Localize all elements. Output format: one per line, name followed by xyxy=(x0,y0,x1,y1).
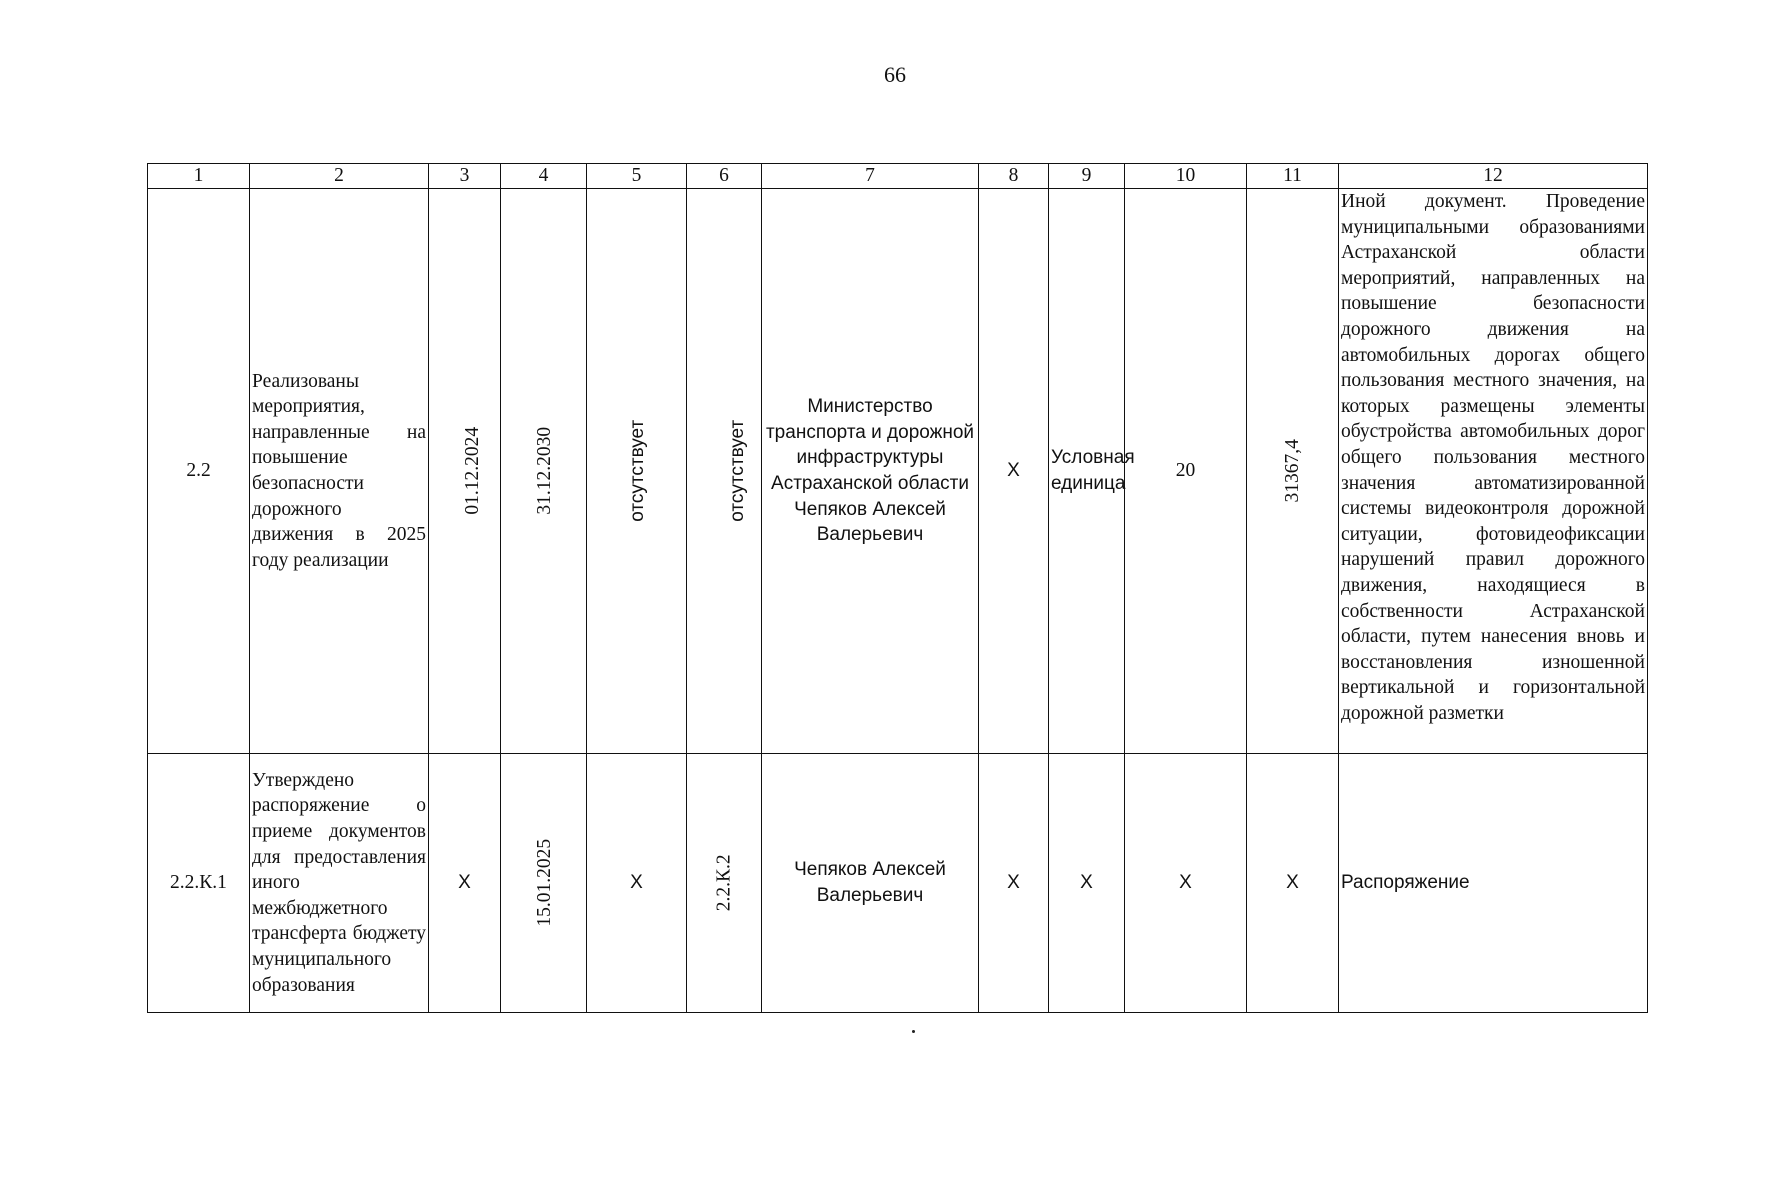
column-number: 9 xyxy=(1049,164,1125,189)
start-date: 01.12.2024 xyxy=(462,427,484,515)
result-description-cell: Реализованы мероприятия, направленные на повышение безопасности дорожного движения в 2025 году реализации xyxy=(250,189,429,754)
document-description-cell: Распоряжение xyxy=(1339,754,1648,1013)
col6-value: отсутствует xyxy=(727,420,749,522)
column-number: 1 xyxy=(148,164,250,189)
table-header-row xyxy=(148,164,1648,189)
column-number: 8 xyxy=(979,164,1049,189)
col8-cell: X xyxy=(979,189,1049,754)
row-number-cell: 2.2 xyxy=(148,189,250,754)
column-number: 6 xyxy=(687,164,762,189)
col11-cell: X xyxy=(1247,754,1339,1013)
column-number: 7 xyxy=(762,164,979,189)
page-number: 66 xyxy=(884,62,906,87)
responsible-cell: Чепяков Алексей Валерьевич xyxy=(762,754,979,1013)
col8-cell: X xyxy=(979,754,1049,1013)
scan-speck xyxy=(912,1030,915,1033)
column-number: 3 xyxy=(429,164,501,189)
end-date: 31.12.2030 xyxy=(534,427,556,515)
col6-value: 2.2.К.2 xyxy=(713,854,735,912)
column-number: 10 xyxy=(1125,164,1247,189)
col10-cell: X xyxy=(1125,754,1247,1013)
col5-cell: X xyxy=(587,754,687,1013)
col6-cell xyxy=(687,754,762,1013)
responsible-cell: Министерство транспорта и дорожной инфраструктуры Астраханской области Чепяков Алексей Валерьевич xyxy=(762,189,979,754)
end-date-cell xyxy=(501,754,587,1013)
table-row xyxy=(148,189,1648,754)
col5-value: отсутствует xyxy=(627,420,649,522)
column-number: 11 xyxy=(1247,164,1339,189)
plan-table xyxy=(147,163,1648,1013)
end-date-cell xyxy=(501,189,587,754)
result-description-cell: Утверждено распоряжение о приеме документов для предоставления иного межбюджетного трансферта бюджету муниципального образования xyxy=(250,754,429,1013)
document-description-cell: Иной документ. Проведение муниципальными образованиями Астраханской области мероприятий, направленных на повышение безопасности дорожного движения на автомобильных дорогах общего пользования местного значения, на которых размещены элементы обустройства автомобильных дорог общего пользования местного значения автоматизированной системы видеоконтроля дорожной ситуации, фотовидеофиксации нарушений правил дорожного движения, находящиеся в собственности Астраханской области, путем нанесения вновь и восстановления изношенной вертикальной и горизонтальной дорожной разметки xyxy=(1339,189,1648,754)
table-row xyxy=(148,754,1648,1013)
amount: 31367,4 xyxy=(1281,439,1303,503)
value-cell: 20 xyxy=(1125,189,1247,754)
column-number: 2 xyxy=(250,164,429,189)
unit-cell: Условная единица xyxy=(1049,189,1125,754)
column-number: 4 xyxy=(501,164,587,189)
col5-cell xyxy=(587,189,687,754)
amount-cell xyxy=(1247,189,1339,754)
row-number-cell: 2.2.К.1 xyxy=(148,754,250,1013)
column-number: 12 xyxy=(1339,164,1648,189)
start-date-cell xyxy=(429,189,501,754)
start-date-cell: X xyxy=(429,754,501,1013)
column-number: 5 xyxy=(587,164,687,189)
col9-cell: X xyxy=(1049,754,1125,1013)
col6-cell xyxy=(687,189,762,754)
end-date: 15.01.2025 xyxy=(534,839,556,927)
